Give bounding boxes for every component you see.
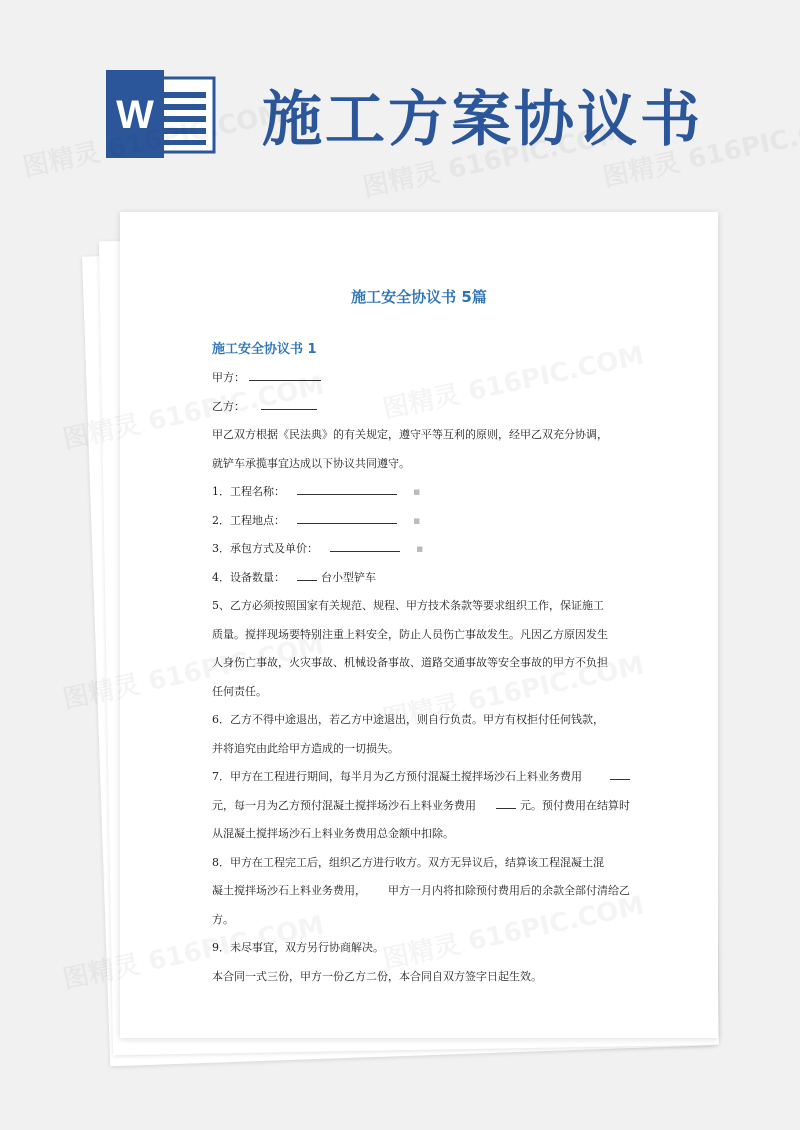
project-name-blank [297, 481, 397, 495]
item-3: 3．承包方式及单价： ▪ [212, 535, 692, 564]
paragraph-line: 质量。搅拌现场要特别注重上料安全，防止人员伤亡事故发生。凡因乙方原因发生 [212, 627, 608, 641]
item-7-line-1: 7．甲方在工程进行期间，每半月为乙方预付混凝土搅拌场沙石上料业务费用 [212, 763, 692, 792]
item-1: 1．工程名称： ▪ [212, 478, 692, 507]
document-page [120, 212, 718, 1038]
half-month-fee-blank [610, 766, 630, 780]
party-b-line: 乙方： [212, 393, 692, 422]
paragraph-line: 5、乙方必须按照国家有关规范、规程、甲方技术条款等要求组织工作，保证施工 [212, 599, 604, 612]
document-body [212, 364, 692, 991]
party-a-line: 甲方： [212, 364, 692, 393]
paragraph-line: 甲乙双方根据《民法典》的有关规定，遵守平等互利的原则，经甲乙双充分协调， [212, 428, 608, 441]
paragraph-line: 并将追究由此给甲方造成的一切损失。 [212, 741, 399, 755]
paragraph-line: 8．甲方在工程完工后，组织乙方进行收方。双方无异议后，结算该工程混凝土混 [212, 855, 604, 869]
item-2: 2．工程地点： ▪ [212, 507, 692, 536]
closing-line: 本合同一式三份，甲方一份乙方二份，本合同自双方签字日起生效。 [212, 969, 542, 983]
paragraph-line: 方。 [212, 912, 234, 926]
paragraph-line: 6．乙方不得中途退出，若乙方中途退出，则自行负责。甲方有权拒付任何钱款， [212, 713, 604, 726]
banner-title: 施工方案协议书 [262, 85, 703, 155]
monthly-fee-blank [496, 795, 516, 809]
word-logo-icon [104, 68, 216, 160]
item-4: 4．设备数量： 台小型铲车 [212, 564, 692, 593]
paragraph-line: 9．未尽事宜，双方另行协商解决。 [212, 941, 384, 954]
contract-price-blank [330, 538, 400, 552]
section-heading: 施工安全协议书 1 [212, 342, 317, 357]
item-8-line-2: 凝土搅拌场沙石上料业务费用， 甲方一月内将扣除预付费用后的余款全部付清给乙 [212, 884, 630, 897]
party-b-blank [261, 396, 317, 410]
word-logo-letter: W [116, 93, 154, 137]
item-7-line-2: 元，每一月为乙方预付混凝土搅拌场沙石上料业务费用 元。预付费用在结算时 [212, 792, 692, 821]
document-title: 施工安全协议书 5篇 [351, 288, 487, 306]
equipment-qty-blank [297, 567, 317, 581]
project-location-blank [297, 510, 397, 524]
party-a-blank [249, 367, 321, 381]
paragraph-line: 任何责任。 [212, 684, 267, 698]
paragraph-line: 就铲车承揽事宜达成以下协议共同遵守。 [212, 456, 410, 470]
paragraph-line: 从混凝土搅拌场沙石上料业务费用总金额中扣除。 [212, 827, 454, 840]
paragraph-line: 人身伤亡事故，火灾事故、机械设备事故、道路交通事故等安全事故的甲方不负担 [212, 656, 608, 669]
